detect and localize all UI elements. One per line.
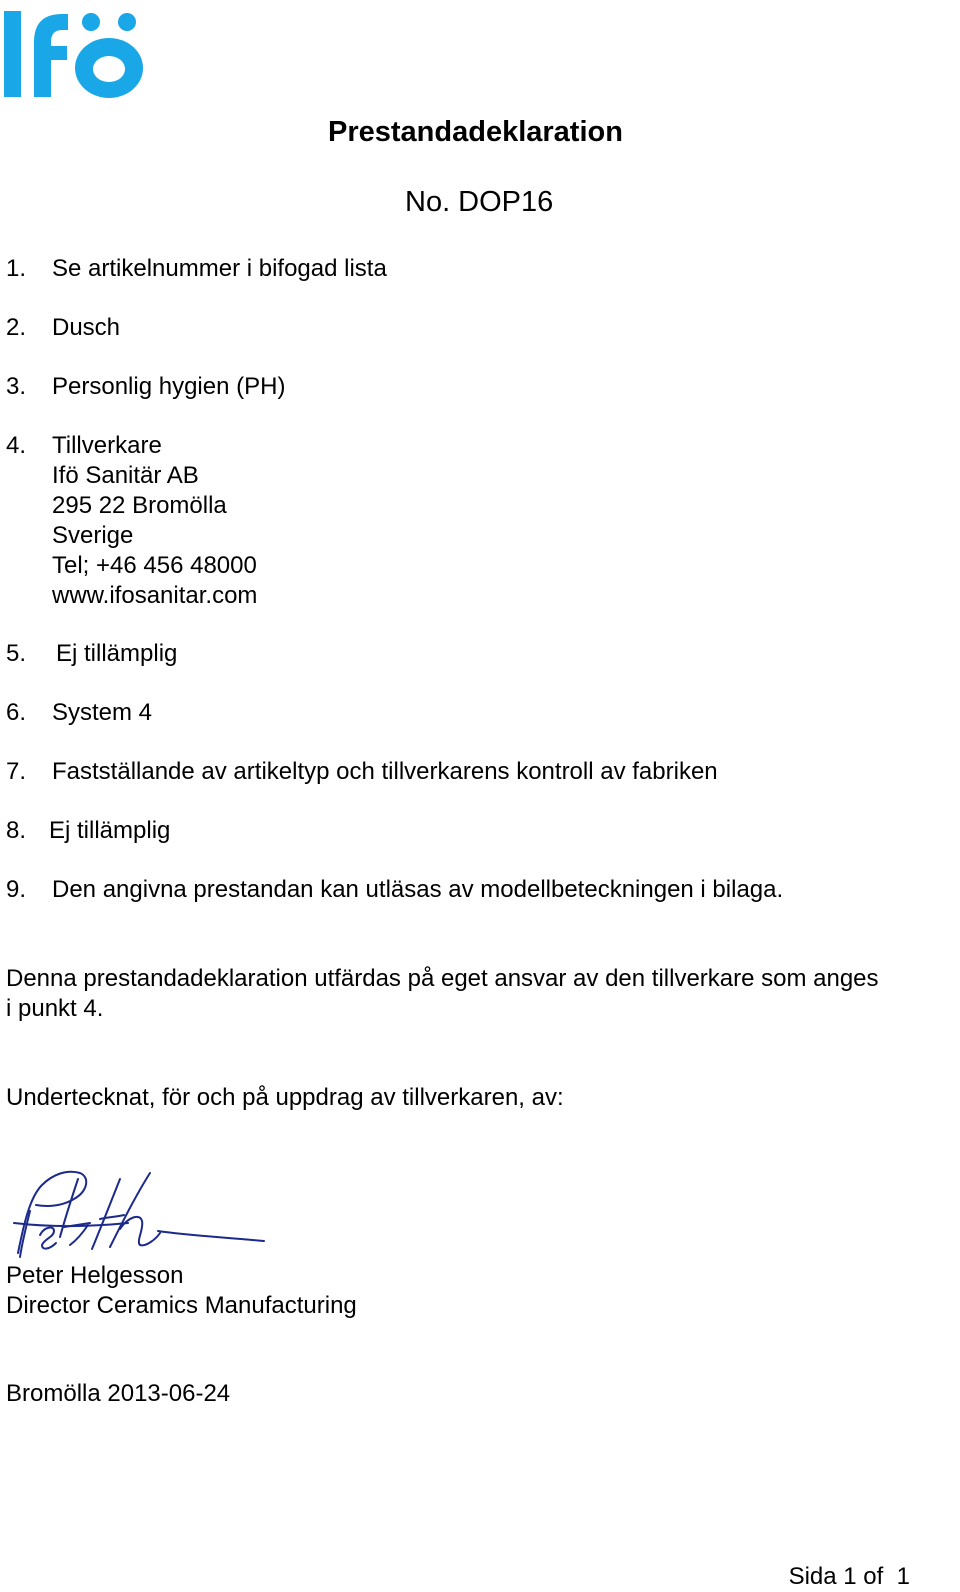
signatory-name: Peter Helgesson xyxy=(6,1262,184,1289)
item-text: Ej tillämplig xyxy=(49,817,171,844)
manufacturer-website: www.ifosanitar.com xyxy=(52,582,258,609)
manufacturer-country: Sverige xyxy=(52,522,134,549)
manufacturer-phone: Tel; +46 456 48000 xyxy=(52,552,257,579)
item-text: Fastställande av artikeltyp och tillverkarens kontroll av fabriken xyxy=(52,758,718,785)
document-number: No. DOP16 xyxy=(405,186,554,218)
manufacturer-heading: Tillverkare xyxy=(52,432,162,459)
declaration-line: i punkt 4. xyxy=(6,995,104,1022)
item-text: Se artikelnummer i bifogad lista xyxy=(52,255,387,282)
ifo-logo xyxy=(4,8,144,100)
declaration-line: Denna prestandadeklaration utfärdas på eget ansvar av den tillverkare som anges xyxy=(6,965,879,992)
signatory-block xyxy=(6,1261,357,1321)
manufacturer-name: Ifö Sanitär AB xyxy=(52,462,199,489)
item-text: Dusch xyxy=(52,314,121,341)
item-text: System 4 xyxy=(52,699,153,726)
item-number: 4. xyxy=(6,432,27,459)
signatory-title: Director Ceramics Manufacturing xyxy=(6,1292,357,1319)
item-text: Ej tillämplig xyxy=(56,640,178,667)
document-title: Prestandadeklaration xyxy=(328,116,623,148)
item-text: Den angivna prestandan kan utläsas av modellbeteckningen i bilaga. xyxy=(52,876,784,903)
item-number: 1. xyxy=(6,255,27,282)
item-number: 7. xyxy=(6,758,27,785)
item-number: 2. xyxy=(6,314,27,341)
signed-by-label: Undertecknat, för och på uppdrag av tillverkaren, av: xyxy=(6,1084,564,1111)
item-number: 6. xyxy=(6,699,27,726)
item-number: 8. xyxy=(6,817,27,844)
item-number: 5. xyxy=(6,640,27,667)
item-number: 9. xyxy=(6,876,27,903)
page-number-label: Sida 1 of 1 xyxy=(788,1563,910,1590)
place-and-date: Bromölla 2013-06-24 xyxy=(6,1380,231,1407)
signature xyxy=(8,1165,273,1275)
declaration-statement xyxy=(6,964,879,1024)
item-number: 3. xyxy=(6,373,27,400)
page-number xyxy=(789,1563,910,1591)
item-text: Personlig hygien (PH) xyxy=(52,373,286,400)
manufacturer-postal: 295 22 Bromölla xyxy=(52,492,227,519)
